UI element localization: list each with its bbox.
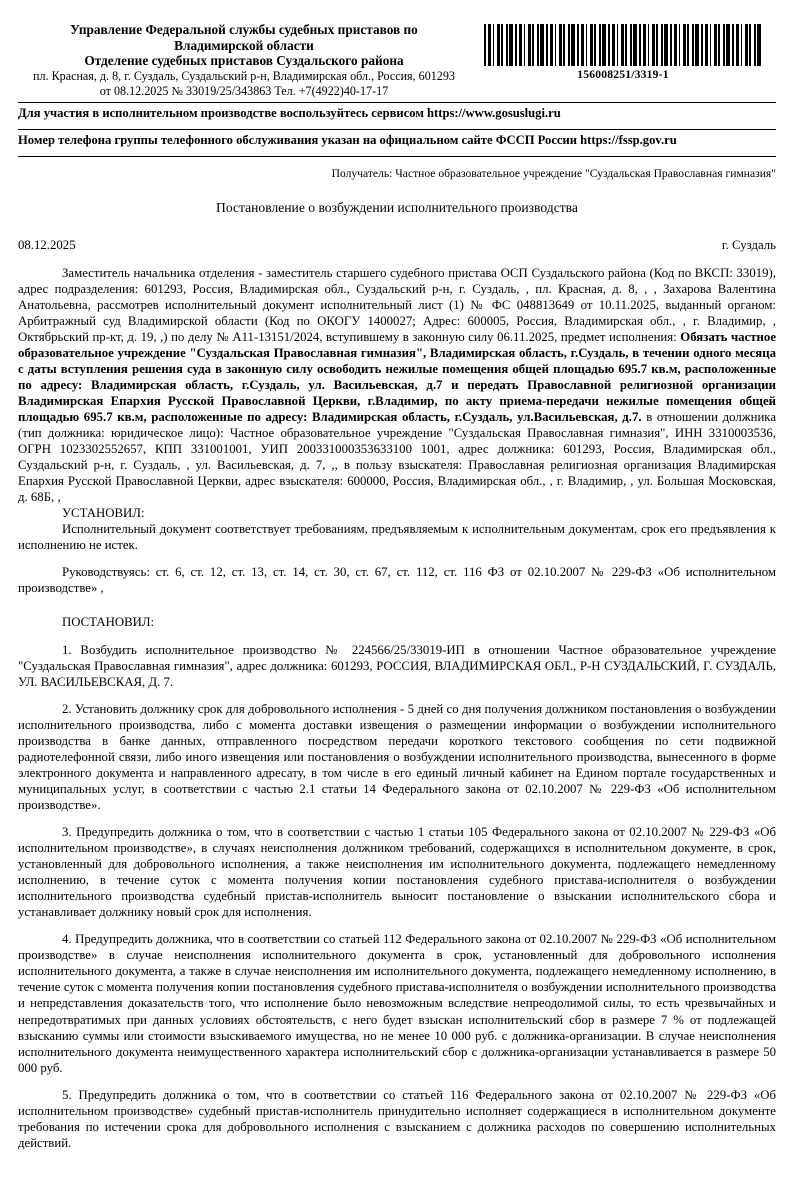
execution-subject-bold: Обязать частное образовательное учреждение "Суздальская Православная гимназия", Владимирская область, г.Суздаль, в течении одного месяца с даты вступления решения суда в законную силу освободить нежилые помещения общей площадью 695.7 кв.м, расположенные по адресу: Владимирская область, г.Суздаль, ул. Васильевская, д.7 и передать Православной религиозной организации Владимирская Епархия Русской Православной Церкви, г.Владимир, по акту приема-передачи нежилые помещения общей площадью 695.7 кв.м, расположенные по адресу: Владимирская область, г.Суздаль, ул.Васильевская, д.7.	[18, 329, 777, 424]
ustanovil-paragraph-1: Исполнительный документ соответствует требованиям, предъявляемым к исполнительным документам, срок его предъявления к исполнению не истек.	[18, 522, 776, 553]
date-city-row	[18, 216, 776, 253]
department-line: Отделение судебных приставов Суздальского района	[84, 53, 404, 69]
authority-outgoing-number: от 08.12.2025 № 33019/25/343863 Тел. +7(4922)40-17-17	[99, 83, 389, 98]
recipient-line: Получатель: Частное образовательное учреждение "Суздальская Православная гимназия"	[331, 166, 776, 180]
authority-line-1: Управление Федеральной службы судебных приставов по	[70, 22, 418, 37]
barcode-block	[484, 22, 776, 81]
gosuslugi-notice: Для участия в исполнительном производстве воспользуйтесь сервисом https://www.gosuslugi.ru	[18, 106, 561, 121]
authority-address: пл. Красная, д. 8, г. Суздаль, Суздальский р-н, Владимирская обл., Россия, 601293	[33, 69, 455, 84]
page-title: Постановление о возбуждении исполнительного производства	[216, 199, 578, 215]
barcode-number: 156008251/3319-1	[577, 68, 669, 81]
authority-line-2: Владимирской области	[174, 37, 314, 53]
postanovil-item-1: 1. Возбудить исполнительное производство № 224566/25/33019-ИП в отношении Частное образовательное учреждение "Суздальская Православная гимназия", адрес должника: 601293, РОССИЯ, ВЛАДИМИРСКАЯ ОБЛ., Р-Н СУЗДАЛЬСКИЙ, Г. СУЗДАЛЬ, УЛ. ВАСИЛЬЕВСКАЯ, Д. 7.	[18, 642, 776, 689]
postanovil-item-4: 4. Предупредить должника, что в соответствии со статьей 112 Федерального закона от 02.10.2007 № 229-ФЗ «Об исполнительном производстве» в случае неисполнения исполнительного документа в срок, установленный для добровольного исполнения исполнительного документа, а также в случае неисполнения им исполнительного документа, подлежащего немедленному исполнению, в течение суток с момента получения копии постановления судебного пристава-исполнителя о возбуждении исполнительного производства и непредставления доказательств того, что исполнение было невозможным вследствие непреодолимой силы, то есть чрезвычайных и непредотвратимых при данных условиях обстоятельств, с него будет взыскан исполнительский сбор в размере 7 % от подлежащей взысканию суммы или стоимости взыскиваемого имущества, но не менее 10 000 руб. с должника-организации. В случае неисполнения исполнительного документа неимущественного характера исполнительский сбор с должника-организации устанавливается в размере 50 000 руб.	[18, 932, 776, 1075]
intro-text-after-subject: в отношении должника (тип должника: юридическое лицо): Частное образовательное учреждение "Суздальская Православная гимназия", ИНН 3310003536, ОГРН 1023302552657, КПП 331001001, УИП 200331000353633100 1001, адрес должника: 601293, Россия, Владимирская обл., Суздальский р-н, г. Суздаль, , ул. Васильевская, д. 7, ,, в пользу взыскателя: Православная религиозная организация Владимирская Епархия Русской Православной Церкви, адрес взыскателя: 600000, Россия, Владимирская обл., , г. Владимир, , ул. Большая Московская, д. 68Б, ,	[18, 409, 777, 505]
document-city: г. Суздаль	[721, 237, 776, 252]
postanovil-item-5: 5. Предупредить должника о том, что в соответствии со статьей 116 Федерального закона от 02.10.2007 № 229-ФЗ «Об исполнительном производстве» судебный пристав-исполнитель принудительно исполняет содержащиеся в исполнительном документе требования по истечении срока для добровольного исполнения с взысканием с должника расходов по совершению исполнительных действий.	[18, 1087, 776, 1150]
document-date: 08.12.2025	[18, 237, 76, 252]
document-header	[18, 0, 776, 98]
barcode-icon	[484, 24, 762, 66]
ustanovil-paragraph-2: Руководствуясь: ст. 6, ст. 12, ст. 13, ст. 14, ст. 30, ст. 67, ст. 112, ст. 116 ФЗ от 02.10.2007 № 229-ФЗ «Об исполнительном производстве» ,	[18, 565, 776, 596]
fssp-notice: Номер телефона группы телефонного обслуживания указан на официальном сайте ФССП России https://fssp.gov.ru	[18, 132, 677, 147]
postanovil-item-2: 2. Установить должнику срок для добровольного исполнения - 5 дней со дня получения должником постановления о возбуждении исполнительного производства, либо с момента доставки извещения о размещении информации о возбуждении исполнительного производства в банке данных, отправленного посредством передачи короткого текстового сообщения по сети подвижной радиотелефонной связи, либо иного извещения или постановления о возбуждении исполнительного производства, вынесенного в форме электронного документа и направленного адресату, в том числе в его единый личный кабинет на Едином портале государственных и муниципальных услуг, в соответствии с частью 2.1 статьи 14 Федерального закона от 02.10.2007 № 229-ФЗ «Об исполнительном производстве».	[18, 701, 776, 812]
ustanovil-heading: УСТАНОВИЛ:	[62, 506, 145, 521]
issuing-authority-block	[18, 22, 470, 98]
intro-paragraph	[18, 265, 776, 506]
intro-text-before-subject: Заместитель начальника отделения - заместитель старшего судебного пристава ОСП Суздальского района (Код по ВКСП: 33019), адрес подразделения: 601293, Россия, Владимирская обл., Суздальский р-н, г. Суздаль, , пл. Красная, д. 8, , , Захарова Валентина Анатольевна, рассмотрев исполнительный документ исполнительный лист (1) № ФС 048813649 от 10.11.2025, выданный органом: Арбитражный суд Владимирской области (Код по ОКОГУ 1400027; Адрес: 600005, Россия, Владимирская обл., , г. Владимир, , Октябрьский пр-кт, д. 19, ,) по делу № А11-13151/2024, вступившему в законную силу 06.11.2025, предмет исполнения:	[18, 265, 776, 344]
postanovil-item-3: 3. Предупредить должника о том, что в соответствии с частью 1 статьи 105 Федерального закона от 02.10.2007 № 229-ФЗ «Об исполнительном производстве», в случаях неисполнения должником требований, содержащихся в исполнительном документе, в срок, установленный для добровольного исполнения, а также неисполнения им исполнительного документа, подлежащего немедленному исполнению, в течение суток с момента получения копии постановления судебного пристава-исполнителя о возбуждении исполнительного производства судебный пристав-исполнитель выносит постановление о взыскании исполнительского сбора и устанавливает должнику новый срок для исполнения.	[18, 824, 776, 920]
postanovil-heading: ПОСТАНОВИЛ:	[62, 615, 155, 630]
document-body	[18, 253, 776, 1151]
